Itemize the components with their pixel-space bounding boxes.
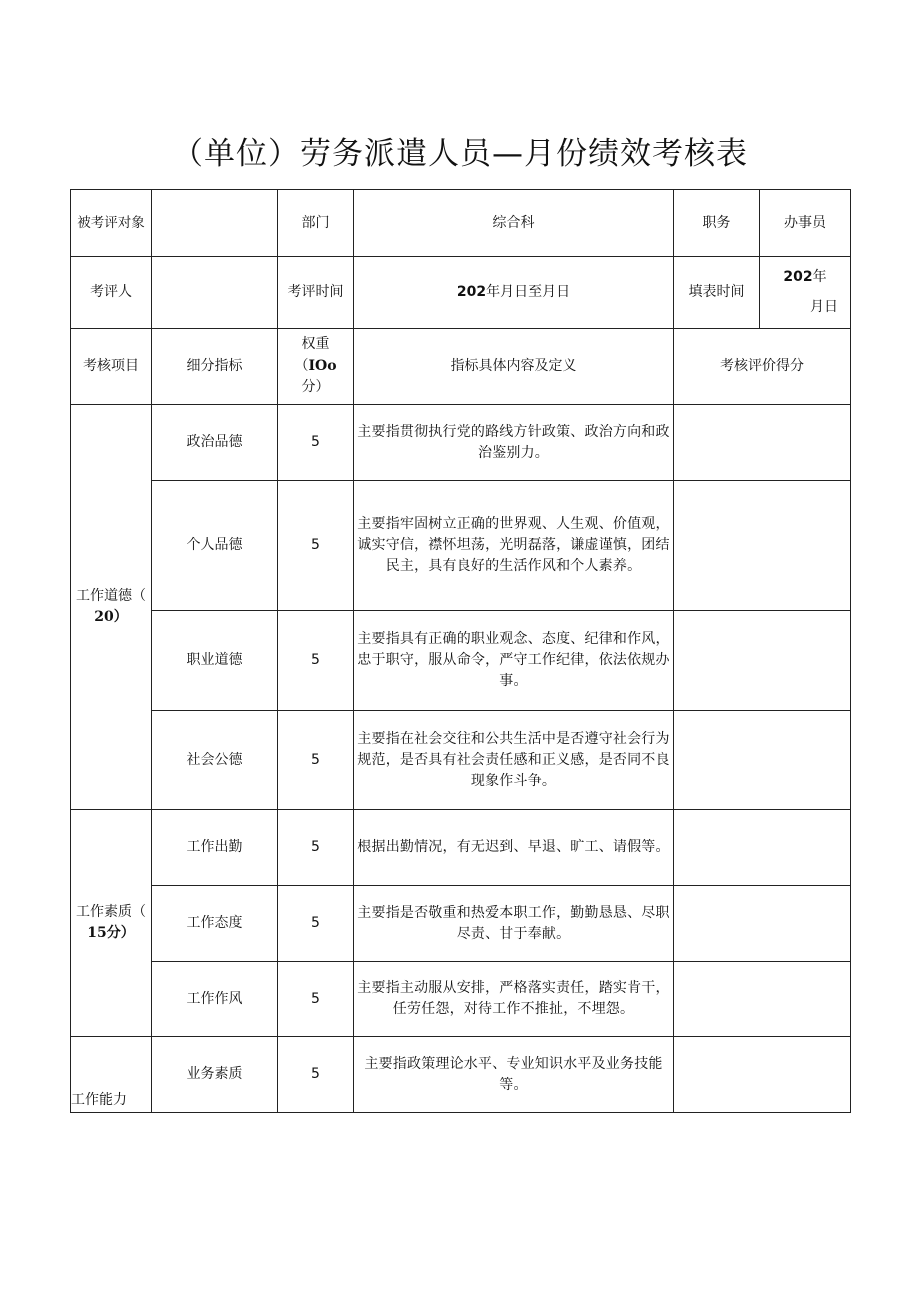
category-cell-ability: [71, 1037, 152, 1113]
weight-header: [278, 329, 354, 405]
table-row: [71, 962, 851, 1037]
weight-header-line3: 分）: [301, 379, 330, 396]
score-header: 考核评价得分: [674, 329, 851, 405]
subject-value-cell[interactable]: [152, 190, 278, 257]
dept-value[interactable]: 综合科: [354, 190, 674, 257]
table-row: [71, 711, 851, 810]
header-row-evaluator: [71, 257, 851, 329]
score-cell[interactable]: [674, 810, 851, 886]
eval-time-value[interactable]: [354, 257, 674, 329]
sub-indicator: 工作出勤: [152, 810, 278, 886]
indicator-definition: 主要指在社会交往和公共生活中是否遵守社会行为规范，是否具有社会责任感和正义感，是否同不良现象作斗争。: [354, 711, 674, 810]
fill-time-rest: 月日: [810, 298, 838, 315]
table-row: [71, 1037, 851, 1113]
indicator-definition: 主要指主动服从安排，严格落实责任，踏实肯干，任劳任怨，对待工作不推扯，不埋怨。: [354, 962, 674, 1037]
fill-time-value[interactable]: [760, 257, 851, 329]
table-row: [71, 481, 851, 611]
indicator-definition: 主要指牢固树立正确的世界观、人生观、价值观，诚实守信，襟怀坦荡，光明磊落，谦虚谨慎，团结民主，具有良好的生活作风和个人素养。: [354, 481, 674, 611]
table-row: [71, 405, 851, 481]
position-label: 职务: [674, 190, 760, 257]
score-cell[interactable]: [674, 886, 851, 962]
column-header-row: [71, 329, 851, 405]
weight-value: 5: [278, 481, 354, 611]
evaluator-label: 考评人: [71, 257, 152, 329]
category-name: 工作道德（: [76, 588, 146, 604]
indicator-definition: 根据出勤情况，有无迟到、早退、旷工、请假等。: [354, 810, 674, 886]
sub-indicator: 业务素质: [152, 1037, 278, 1113]
indicator-definition: 主要指政策理论水平、专业知识水平及业务技能等。: [354, 1037, 674, 1113]
eval-time-year: 202: [456, 284, 487, 300]
performance-table: [70, 189, 851, 1113]
fill-time-year: 202: [783, 269, 813, 286]
score-cell[interactable]: [674, 711, 851, 810]
sub-indicator: 社会公德: [152, 711, 278, 810]
sub-indicator: 职业道德: [152, 611, 278, 711]
sub-indicator-header: 细分指标: [152, 329, 278, 405]
weight-value: 5: [278, 810, 354, 886]
weight-value: 5: [278, 405, 354, 481]
category-name: 工作素质（: [76, 904, 146, 920]
sub-indicator: 工作作风: [152, 962, 278, 1037]
position-value[interactable]: 办事员: [760, 190, 851, 257]
table-row: [71, 886, 851, 962]
category-cell-ethics: [71, 405, 152, 810]
weight-header-open: （: [294, 357, 309, 374]
item-header: 考核项目: [71, 329, 152, 405]
weight-header-line1: 权重: [301, 335, 330, 352]
score-cell[interactable]: [674, 481, 851, 611]
content-header: 指标具体内容及定义: [354, 329, 674, 405]
weight-value: 5: [278, 886, 354, 962]
table-row: [71, 810, 851, 886]
indicator-definition: 主要指是否敬重和热爱本职工作，勤勤恳恳、尽职尽责、甘于奉献。: [354, 886, 674, 962]
eval-time-rest: 年月日至月日: [486, 284, 571, 300]
page-title: （单位）劳务派遣人员—月份绩效考核表: [172, 136, 748, 172]
weight-header-num: IOo: [308, 357, 337, 374]
sub-indicator: 政治品德: [152, 405, 278, 481]
score-cell[interactable]: [674, 405, 851, 481]
fill-time-year-unit: 年: [812, 269, 827, 286]
category-cell-quality: [71, 810, 152, 1037]
score-cell[interactable]: [674, 611, 851, 711]
score-cell[interactable]: [674, 962, 851, 1037]
indicator-definition: 主要指具有正确的职业观念、态度、纪律和作风，忠于职守，服从命令，严守工作纪律，依法依规办事。: [354, 611, 674, 711]
table-row: [71, 611, 851, 711]
dept-label: 部门: [278, 190, 354, 257]
category-points: 15分）: [87, 925, 135, 941]
category-points: 20）: [94, 609, 128, 625]
subject-label: 被考评对象: [71, 190, 152, 257]
sub-indicator: 个人品德: [152, 481, 278, 611]
weight-value: 5: [278, 711, 354, 810]
eval-time-label: 考评时间: [278, 257, 354, 329]
weight-value: 5: [278, 1037, 354, 1113]
fill-time-label: 填表时间: [674, 257, 760, 329]
sub-indicator: 工作态度: [152, 886, 278, 962]
score-cell[interactable]: [674, 1037, 851, 1113]
weight-value: 5: [278, 962, 354, 1037]
indicator-definition: 主要指贯彻执行党的路线方针政策、政治方向和政治鉴别力。: [354, 405, 674, 481]
weight-value: 5: [278, 611, 354, 711]
header-row-subject: [71, 190, 851, 257]
evaluator-value-cell[interactable]: [152, 257, 278, 329]
category-name: 工作能力: [71, 1092, 127, 1108]
